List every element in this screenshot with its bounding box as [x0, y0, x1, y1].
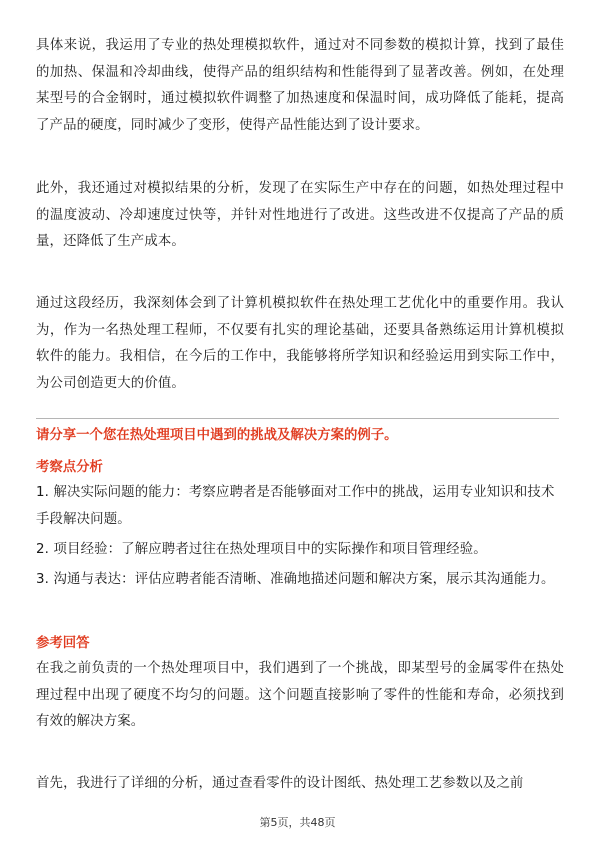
answer-heading: 参考回答: [36, 636, 90, 651]
answer-paragraph: 在我之前负责的一个热处理项目中，我们遇到了一个挑战，即某型号的金属零件在热处理过程中出现了硬度不均匀的问题。这个问题直接影响了零件的性能和寿命，必须找到有效的解决方案。: [36, 661, 564, 730]
page-footer: 第5页，共48页: [259, 816, 336, 829]
analysis-item: 1. 解决实际问题的能力：考察应聘者是否能够面对工作中的挑战，运用专业知识和技术手段解决问题。: [36, 485, 555, 527]
body-paragraph: 此外，我还通过对模拟结果的分析，发现了在实际生产中存在的问题，如热处理过程中的温度波动、冷却速度过快等，并针对性地进行了改进。这些改进不仅提高了产品的质量，还降低了生产成本。: [36, 181, 564, 250]
section-divider: [36, 418, 559, 419]
body-paragraph: 通过这段经历，我深刻体会到了计算机模拟软件在热处理工艺优化中的重要作用。我认为，作为一名热处理工程师，不仅要有扎实的理论基础，还要具备熟练运用计算机模拟软件的能力。我相信，在今后的工作中，我能够将所学知识和经验运用到实际工作中，为公司创造更大的价值。: [36, 296, 564, 391]
analysis-item: 3. 沟通与表达：评估应聘者能否清晰、准确地描述问题和解决方案，展示其沟通能力。: [36, 572, 555, 587]
analysis-item: 2. 项目经验：了解应聘者过往在热处理项目中的实际操作和项目管理经验。: [36, 542, 487, 557]
analysis-heading: 考察点分析: [36, 460, 103, 475]
question-heading: 请分享一个您在热处理项目中遇到的挑战及解决方案的例子。: [36, 428, 398, 443]
answer-paragraph: 首先，我进行了详细的分析，通过查看零件的设计图纸、热处理工艺参数以及之前: [36, 776, 524, 791]
body-paragraph: 具体来说，我运用了专业的热处理模拟软件，通过对不同参数的模拟计算，找到了最佳的加热、保温和冷却曲线，使得产品的组织结构和性能得到了显著改善。例如，在处理某型号的合金钢时，通过模拟软件调整了加热速度和保温时间，成功降低了能耗，提高了产品的硬度，同时减少了变形，使得产品性能达到了设计要求。: [36, 38, 564, 133]
